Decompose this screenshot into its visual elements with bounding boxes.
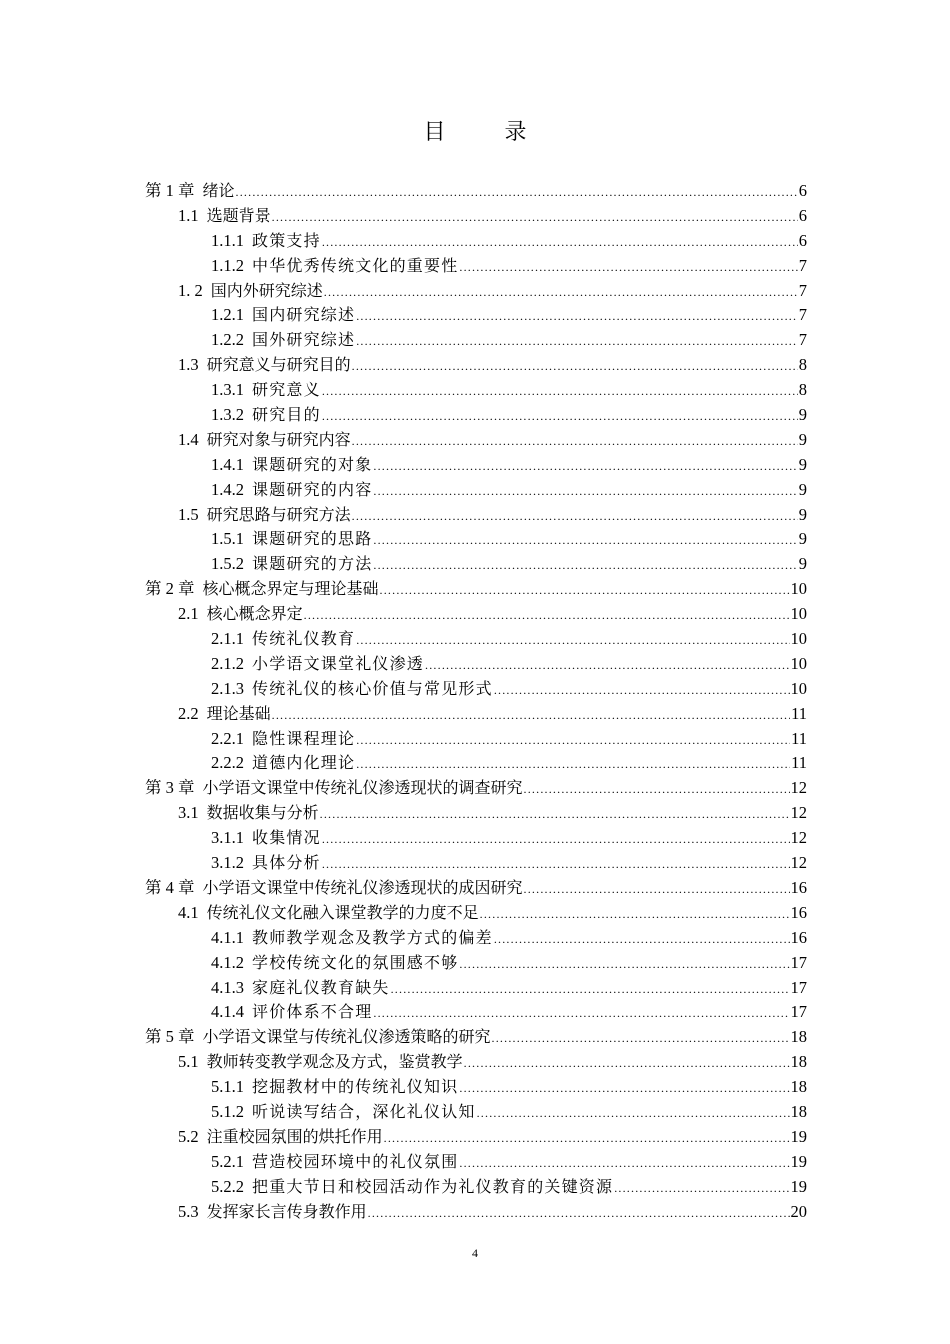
toc-entry[interactable] <box>145 353 807 378</box>
toc-entry[interactable] <box>145 478 807 503</box>
toc-entry-page: 12 <box>790 778 807 798</box>
toc-entry-title: 评价体系不合理 <box>252 1002 373 1022</box>
toc-dot-leader <box>373 1001 789 1025</box>
toc-entry-title: 核心概念界定 <box>206 604 303 624</box>
toc-entry-number: 5.2 <box>178 1126 199 1146</box>
toc-entry-number: 5.3 <box>178 1201 199 1221</box>
toc-dot-leader <box>322 404 798 428</box>
toc-entry-number: 第 1 章 <box>145 181 195 200</box>
toc-entry[interactable] <box>145 453 807 478</box>
toc-dot-leader <box>236 180 798 204</box>
toc-entry[interactable] <box>145 801 807 826</box>
toc-entry-title: 研究意义 <box>252 380 321 400</box>
toc-dot-leader <box>373 553 797 577</box>
toc-entry-number: 2.2 <box>178 703 199 723</box>
toc-entry-page: 16 <box>790 877 807 897</box>
toc-entry-title: 国外研究综述 <box>252 330 356 350</box>
toc-entry-title: 绪论 <box>202 181 235 200</box>
toc-entry-number: 1.4.1 <box>211 454 244 474</box>
toc-entry-page: 12 <box>790 828 807 848</box>
toc-entry-number: 1.1 <box>178 205 199 225</box>
toc-entry-page: 6 <box>798 230 807 250</box>
toc-entry-number: 2.2.2 <box>211 753 244 773</box>
toc-entry-page: 18 <box>790 1101 807 1121</box>
toc-entry-title: 课题研究的思路 <box>252 529 373 549</box>
toc-entry-page: 7 <box>798 305 807 325</box>
toc-entry-title: 传统礼仪的核心价值与常见形式 <box>252 678 493 698</box>
toc-entry[interactable] <box>145 204 807 229</box>
toc-entry[interactable] <box>145 1125 807 1150</box>
toc-entry-title: 课题研究的内容 <box>252 479 373 499</box>
toc-entry-number: 3.1 <box>178 803 199 823</box>
toc-dot-leader <box>352 429 798 453</box>
toc-entry-page: 17 <box>790 952 807 972</box>
toc-entry-number: 第 3 章 <box>145 778 195 798</box>
toc-dot-leader <box>356 728 790 752</box>
toc-entry-title: 小学语文课堂礼仪渗透 <box>252 653 425 673</box>
toc-entry-page: 9 <box>798 429 807 449</box>
toc-entry-number: 1.3.1 <box>211 380 244 400</box>
toc-entry-page: 9 <box>798 405 807 425</box>
toc-entry-page: 18 <box>790 1052 807 1072</box>
toc-entry-number: 1.4 <box>178 429 199 449</box>
toc-entry-page: 9 <box>798 504 807 524</box>
toc-entry-page: 11 <box>791 728 807 748</box>
toc-entry[interactable] <box>145 1000 807 1025</box>
toc-entry[interactable] <box>145 1175 807 1200</box>
toc-dot-leader <box>320 802 790 826</box>
toc-entry[interactable] <box>145 577 807 602</box>
toc-entry[interactable] <box>145 403 807 428</box>
toc-entry-page: 10 <box>790 678 807 698</box>
toc-dot-leader <box>356 752 790 776</box>
toc-entry-number: 1.5.1 <box>211 529 244 549</box>
toc-dot-leader <box>304 603 790 627</box>
toc-entry[interactable] <box>145 602 807 627</box>
toc-entry-title: 听说读写结合，深化礼仪认知 <box>252 1101 476 1121</box>
toc-entry-page: 17 <box>790 977 807 997</box>
page-number: 4 <box>472 1246 478 1260</box>
toc-dot-leader <box>494 678 790 702</box>
toc-entry[interactable] <box>145 926 807 951</box>
toc-entry-title: 课题研究的对象 <box>252 454 373 474</box>
toc-entry-page: 20 <box>790 1201 807 1221</box>
toc-entry-page: 10 <box>790 604 807 624</box>
toc-entry-page: 10 <box>790 629 807 649</box>
toc-entry-page: 9 <box>798 554 807 574</box>
toc-entry[interactable] <box>145 279 807 304</box>
toc-entry-page: 19 <box>790 1176 807 1196</box>
toc-entry-title: 小学语文课堂中传统礼仪渗透现状的成因研究 <box>202 877 523 897</box>
toc-entry-number: 2.1.2 <box>211 653 244 673</box>
toc-dot-leader <box>459 1151 789 1175</box>
toc-entry-page: 12 <box>790 803 807 823</box>
toc-dot-leader <box>480 902 790 926</box>
toc-entry-number: 3.1.2 <box>211 853 244 873</box>
toc-entry-number: 5.1 <box>178 1052 199 1072</box>
toc-entry-page: 9 <box>798 454 807 474</box>
toc-entry-page: 17 <box>790 1002 807 1022</box>
toc-entry-page: 18 <box>790 1027 807 1047</box>
toc-dot-leader <box>380 578 790 602</box>
toc-entry-title: 道德内化理论 <box>252 753 356 773</box>
toc-entry-number: 3.1.1 <box>211 828 244 848</box>
toc-entry-title: 收集情况 <box>252 828 321 848</box>
toc-entry-title: 政策支持 <box>252 230 321 250</box>
toc-entry-page: 18 <box>790 1077 807 1097</box>
toc-entry-title: 研究目的 <box>252 405 321 425</box>
toc-dot-leader <box>384 1126 790 1150</box>
toc-dot-leader <box>477 1101 790 1125</box>
toc-dot-leader <box>425 653 789 677</box>
toc-entry-page: 12 <box>790 853 807 873</box>
toc-dot-leader <box>352 504 798 528</box>
toc-entry[interactable] <box>145 776 807 801</box>
toc-entry-title: 传统礼仪教育 <box>252 629 356 649</box>
toc-dot-leader <box>373 528 797 552</box>
toc-dot-leader <box>464 1051 790 1075</box>
toc-entry-number: 2.1 <box>178 604 199 624</box>
toc-entry-title: 国内研究综述 <box>252 305 356 325</box>
toc-entry-title: 传统礼仪文化融入课堂教学的力度不足 <box>206 902 479 922</box>
toc-entry[interactable] <box>145 751 807 776</box>
toc-dot-leader <box>459 255 797 279</box>
toc-entry-number: 1.2.1 <box>211 305 244 325</box>
toc-entry[interactable] <box>145 951 807 976</box>
toc-entry-number: 4.1.2 <box>211 952 244 972</box>
toc-entry[interactable] <box>145 1025 807 1050</box>
toc-entry-number: 第 2 章 <box>145 579 195 599</box>
toc-entry-title: 课题研究的方法 <box>252 554 373 574</box>
toc-entry-page: 8 <box>798 355 807 375</box>
toc-entry-title: 国内外研究综述 <box>210 280 323 300</box>
toc-entry-title: 隐性课程理论 <box>252 728 356 748</box>
toc-dot-leader <box>356 628 789 652</box>
toc-dot-leader <box>494 927 790 951</box>
toc-entry-number: 4.1.4 <box>211 1002 244 1022</box>
toc-title: 目 录 <box>423 120 553 145</box>
toc-entry-page: 19 <box>790 1126 807 1146</box>
toc-entry-page: 11 <box>791 703 807 723</box>
toc-entry-title: 挖掘教材中的传统礼仪知识 <box>252 1077 459 1097</box>
toc-dot-leader <box>322 230 798 254</box>
toc-entry-page: 10 <box>790 579 807 599</box>
toc-entry-number: 4.1.3 <box>211 977 244 997</box>
toc-entry-page: 16 <box>790 902 807 922</box>
toc-entry[interactable] <box>145 179 807 204</box>
toc-entry-number: 2.1.3 <box>211 678 244 698</box>
toc-entry[interactable] <box>145 851 807 876</box>
toc-entry[interactable] <box>145 303 807 328</box>
toc-dot-leader <box>373 454 797 478</box>
toc-entry-title: 小学语文课堂与传统礼仪渗透策略的研究 <box>202 1027 491 1047</box>
toc-dot-leader <box>492 1026 790 1050</box>
toc-entry[interactable] <box>145 627 807 652</box>
toc-entry[interactable] <box>145 1100 807 1125</box>
toc-entry[interactable] <box>145 378 807 403</box>
toc-entry[interactable] <box>145 1200 807 1225</box>
toc-entry[interactable] <box>145 677 807 702</box>
toc-entry-title: 具体分析 <box>252 853 321 873</box>
toc-entry-title: 注重校园氛围的烘托作用 <box>206 1126 383 1146</box>
toc-dot-leader <box>352 354 798 378</box>
toc-entry-title: 理论基础 <box>206 703 271 723</box>
toc-entry-title: 中华优秀传统文化的重要性 <box>252 255 459 275</box>
toc-entry[interactable] <box>145 552 807 577</box>
toc-dot-leader <box>322 379 798 403</box>
toc-entry-title: 小学语文课堂中传统礼仪渗透现状的调查研究 <box>202 778 523 798</box>
toc-entry-page: 9 <box>798 479 807 499</box>
toc-entry-title: 发挥家长言传身教作用 <box>206 1201 367 1221</box>
toc-entry-page: 16 <box>790 927 807 947</box>
toc-entry-number: 1.4.2 <box>211 479 244 499</box>
toc-entry-number: 4.1 <box>178 902 199 922</box>
toc-entry-number: 1.1.2 <box>211 255 244 275</box>
toc-dot-leader <box>356 329 798 353</box>
toc-dot-leader <box>322 852 790 876</box>
toc-entry-page: 7 <box>798 255 807 275</box>
toc-dot-leader <box>524 777 790 801</box>
toc-entry[interactable] <box>145 901 807 926</box>
toc-entry-number: 1.3 <box>178 355 199 375</box>
toc-entry-number: 1.2.2 <box>211 330 244 350</box>
toc-entry-title: 教师教学观念及教学方式的偏差 <box>252 927 493 947</box>
toc-entry[interactable] <box>145 1150 807 1175</box>
toc-dot-leader <box>272 703 790 727</box>
toc-entry-title: 营造校园环境中的礼仪氛围 <box>252 1151 459 1171</box>
toc-entry-number: 2.1.1 <box>211 629 244 649</box>
toc-entry-page: 7 <box>798 330 807 350</box>
toc-entry-title: 研究对象与研究内容 <box>206 429 351 449</box>
toc-dot-leader <box>368 1201 790 1225</box>
toc-dot-leader <box>324 280 798 304</box>
toc-entry[interactable] <box>145 503 807 528</box>
toc-dot-leader <box>614 1176 789 1200</box>
toc-entry-page: 11 <box>791 753 807 773</box>
toc-entry-number: 5.2.2 <box>211 1176 244 1196</box>
toc-entry[interactable] <box>145 229 807 254</box>
toc-entry-number: 第 4 章 <box>145 877 195 897</box>
toc-entry-number: 5.1.1 <box>211 1077 244 1097</box>
toc-entry-title: 把重大节日和校园活动作为礼仪教育的关键资源 <box>252 1176 614 1196</box>
toc-entry[interactable] <box>145 1075 807 1100</box>
toc-dot-leader <box>356 304 798 328</box>
toc-entry-page: 10 <box>790 653 807 673</box>
toc-dot-leader <box>459 1076 789 1100</box>
toc-entry-number: 4.1.1 <box>211 927 244 947</box>
toc-entry-number: 5.2.1 <box>211 1151 244 1171</box>
toc-entry-number: 1.5 <box>178 504 199 524</box>
toc-entry-title: 数据收集与分析 <box>206 803 319 823</box>
toc-entry[interactable] <box>145 428 807 453</box>
toc-entry[interactable] <box>145 254 807 279</box>
toc-dot-leader <box>391 977 790 1001</box>
toc-entry[interactable] <box>145 826 807 851</box>
toc-entry-page: 9 <box>798 529 807 549</box>
toc-entry-title: 家庭礼仪教育缺失 <box>252 977 390 997</box>
toc-entry-number: 1.1.1 <box>211 230 244 250</box>
toc-entry[interactable] <box>145 652 807 677</box>
toc-entry-number: 第 5 章 <box>145 1027 195 1047</box>
toc-entry[interactable] <box>145 976 807 1001</box>
toc-entry-number: 1.5.2 <box>211 554 244 574</box>
toc-entry-page: 6 <box>798 205 807 225</box>
toc-entry-title: 研究思路与研究方法 <box>206 504 351 524</box>
toc-entry-number: 1.3.2 <box>211 405 244 425</box>
toc-entry-page: 7 <box>798 280 807 300</box>
toc-entry[interactable] <box>145 527 807 552</box>
toc-entry-number: 1. 2 <box>178 280 203 300</box>
toc-dot-leader <box>322 827 790 851</box>
toc-entry-title: 核心概念界定与理论基础 <box>202 579 379 599</box>
toc-entry-page: 6 <box>798 181 807 200</box>
toc-entry[interactable] <box>145 727 807 752</box>
toc-entry-title: 选题背景 <box>206 205 271 225</box>
toc-entry[interactable] <box>145 876 807 901</box>
toc-dot-leader <box>373 479 797 503</box>
toc-entry-page: 19 <box>790 1151 807 1171</box>
toc-dot-leader <box>524 877 790 901</box>
toc-dot-leader <box>272 205 798 229</box>
toc-entry-title: 学校传统文化的氛围感不够 <box>252 952 459 972</box>
toc-entry[interactable] <box>145 328 807 353</box>
toc-entry-title: 教师转变教学观念及方式，鉴赏教学 <box>206 1052 463 1072</box>
toc-entry-title: 研究意义与研究目的 <box>206 355 351 375</box>
toc-entry[interactable] <box>145 702 807 727</box>
toc-entry-number: 5.1.2 <box>211 1101 244 1121</box>
toc-entry-number: 2.2.1 <box>211 728 244 748</box>
table-of-contents <box>145 179 807 1224</box>
toc-entry[interactable] <box>145 1050 807 1075</box>
toc-entry-page: 8 <box>798 380 807 400</box>
toc-dot-leader <box>459 952 789 976</box>
